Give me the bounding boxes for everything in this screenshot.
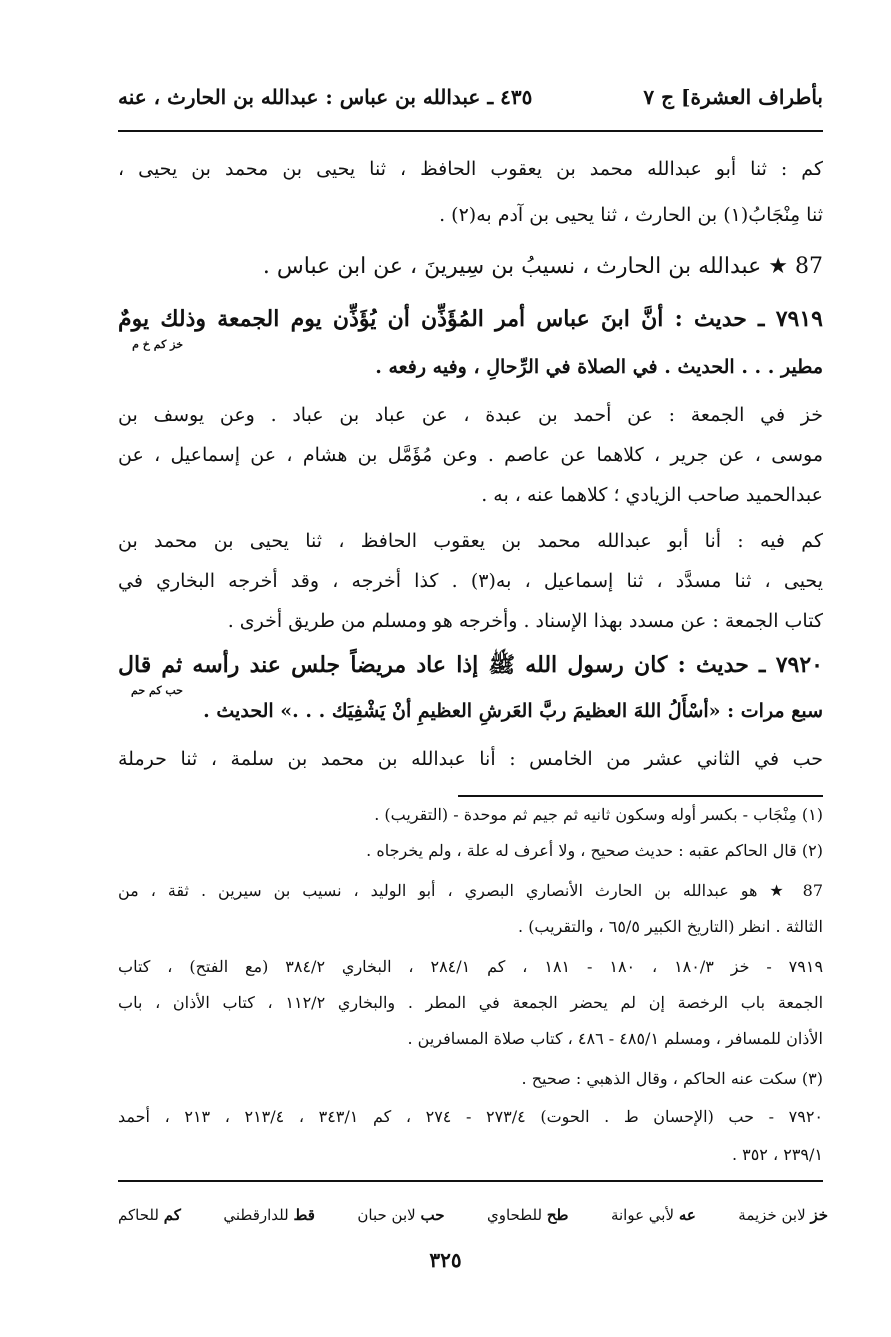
body-line: ثنا مِنْجَابُ(١) بن الحارث ، ثنا يحيى بن آدم به(٢) .: [439, 204, 823, 226]
abbreviation-code: حب: [420, 1206, 445, 1224]
abbreviation-item: [738, 1206, 828, 1224]
abbreviation-label: للحاكم: [118, 1206, 159, 1224]
body-line: عبدالحميد صاحب الزيادي ؛ كلاهما عنه ، به .: [481, 484, 823, 506]
margin-note-7920: حب كم حم: [131, 684, 183, 697]
body-line: كم فيه : أنا أبو عبدالله محمد بن يعقوب الحافظ ، ثنا يحيى بن محمد بن: [118, 530, 823, 552]
header-section-title: ٤٣٥ ـ عبدالله بن عباس : عبدالله بن الحارث ، عنه: [118, 85, 533, 109]
body-line: سبع مرات : «أسْأَلُ اللهَ العظيمَ ربَّ العَرشِ العظيمِ أنْ يَشْفِيَك . . .» الحديث .: [203, 700, 823, 722]
abbreviation-code: عه: [678, 1206, 696, 1224]
abbreviation-label: للدارقطني: [223, 1206, 289, 1224]
footnote-line: (١) مِنْجَاب - بكسر أوله وسكون ثانيه ثم جيم ثم موحدة - (التقريب) .: [374, 805, 823, 824]
abbreviation-code: خز: [810, 1206, 828, 1224]
narrator-heading: 87 ★ عبدالله بن الحارث ، نسيبُ بن سِيرينَ ، عن ابن عباس .: [262, 254, 823, 279]
abbreviation-item: [223, 1206, 315, 1224]
body-line: يحيى ، ثنا مسدَّد ، ثنا إسماعيل ، به(٣) . كذا أخرجه ، وقد أخرجه البخاري في: [118, 570, 823, 592]
header-book-title: بأطراف العشرة] ج ٧: [643, 85, 823, 109]
header-rule: [118, 130, 823, 132]
abbreviation-code: قط: [293, 1206, 315, 1224]
body-line: موسى ، عن جرير ، كلاهما عن عاصم . وعن مُؤَمَّل بن هشام ، عن إسماعيل ، عن: [118, 444, 823, 466]
running-header: [118, 80, 823, 114]
footnote-line: ٢٣٩/١ ، ٣٥٢ .: [731, 1145, 823, 1164]
body-line: كتاب الجمعة : عن مسدد بهذا الإسناد . وأخرجه هو ومسلم من طريق أخرى .: [227, 610, 823, 632]
main-text: [118, 150, 823, 770]
footnote-line: ٧٩١٩ - خز ١٨٠/٣ ، ١٨٠ - ١٨١ ، كم ٢٨٤/١ ، البخاري ٣٨٤/٢ (مع الفتح) ، كتاب: [118, 957, 823, 976]
abbreviation-item: [487, 1206, 568, 1224]
body-line: حب في الثاني عشر من الخامس : أنا عبدالله بن محمد بن سلمة ، ثنا حرملة: [118, 748, 823, 770]
abbreviations-key: [118, 1200, 828, 1230]
page-number: ٣٢٥: [429, 1248, 462, 1272]
abbreviation-code: كم: [163, 1206, 181, 1224]
footnote-rule: [458, 795, 823, 797]
footnote-line: الثالثة . انظر (التاريخ الكبير ٦٥/٥ ، والتقريب) .: [518, 917, 823, 936]
footnote-line: 87 ★ هو عبدالله بن الحارث الأنصاري البصري ، أبو الوليد ، نسيب بن سيرين . ثقة ، من: [118, 881, 823, 900]
abbreviation-label: للطحاوي: [486, 1206, 543, 1224]
abbreviation-label: لابن حبان: [357, 1206, 416, 1224]
body-line: خز في الجمعة : عن أحمد بن عبدة ، عن عباد بن عباد . وعن يوسف بن: [118, 404, 823, 426]
footnote-line: (٢) قال الحاكم عقبه : حديث صحيح ، ولا أعرف له علة ، ولم يخرجاه .: [366, 841, 823, 860]
footnote-line: (٣) سكت عنه الحاكم ، وقال الذهبي : صحيح .: [521, 1069, 823, 1088]
abbreviation-item: [118, 1206, 181, 1224]
abbreviation-item: [357, 1206, 444, 1224]
body-line: كم : ثنا أبو عبدالله محمد بن يعقوب الحافظ ، ثنا يحيى بن محمد بن يحيى ،: [118, 158, 823, 180]
abbreviations-rule: [118, 1180, 823, 1182]
margin-note-7919: خز كم خ م: [132, 338, 183, 351]
body-line: مطير . . . الحديث . في الصلاة في الرِّحالِ ، وفيه رفعه .: [375, 356, 823, 378]
footnote-line: الجمعة باب الرخصة إن لم يحضر الجمعة في المطر . والبخاري ١١٢/٢ ، كتاب الأذان ، باب: [118, 993, 823, 1012]
abbreviation-label: لأبي عوانة: [610, 1206, 675, 1224]
abbreviation-label: لابن خزيمة: [738, 1206, 806, 1224]
footnote-line: ٧٩٢٠ - حب (الإحسان ط . الحوت) ٢٧٣/٤ - ٢٧٤ ، كم ٣٤٣/١ ، ٢١٣/٤ ، ٢١٣ ، أحمد: [118, 1107, 823, 1126]
abbreviation-code: طح: [546, 1206, 569, 1224]
abbreviation-item: [611, 1206, 696, 1224]
hadith-7920-heading: ٧٩٢٠ ـ حديث : كان رسول الله ﷺ إذا عاد مريضاً جلس عند رأسه ثم قال: [118, 652, 823, 678]
hadith-7919-heading: ٧٩١٩ ـ حديث : أنَّ ابنَ عباس أمر المُؤَذِّن أن يُؤَذِّن يوم الجمعة وذلك يومٌ: [118, 306, 823, 332]
footnote-line: الأذان للمسافر ، ومسلم ٤٨٥/١ - ٤٨٦ ، كتاب صلاة المسافرين .: [407, 1029, 823, 1048]
